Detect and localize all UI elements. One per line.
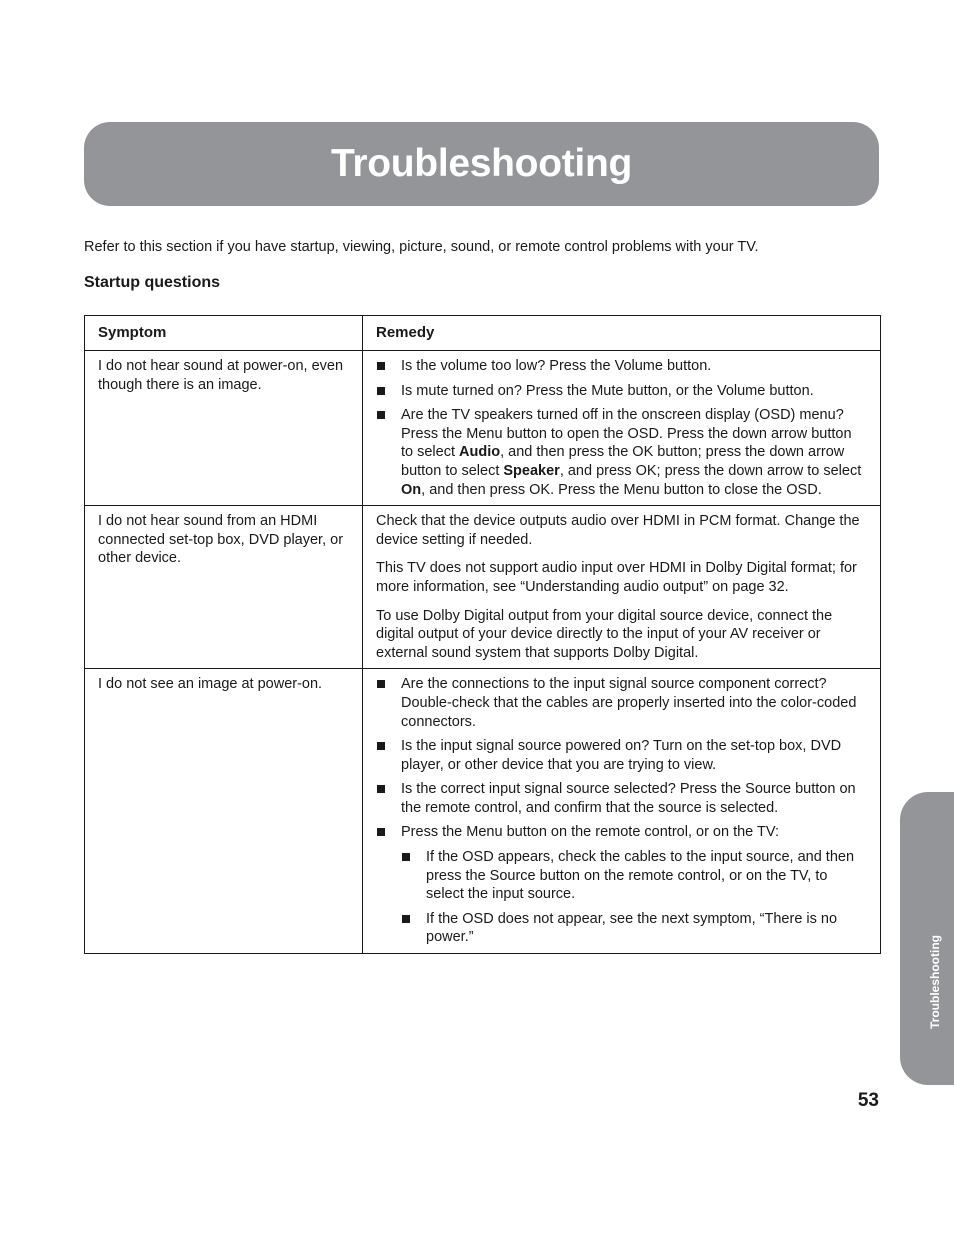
remedy-paragraph: Check that the device outputs audio over HDMI in PCM format. Change the device setting if needed. xyxy=(376,513,860,548)
list-item: Is mute turned on? Press the Mute button, or the Volume button. xyxy=(376,382,867,401)
chapter-side-tab-label: Troubleshooting xyxy=(928,935,942,1029)
remedy-text: , and press OK; press the down arrow to select xyxy=(559,462,862,479)
list-item: Is the input signal source powered on? Turn on the set-top box, DVD player, or other device that you are trying to view. xyxy=(376,737,867,774)
symptom-cell xyxy=(85,506,363,669)
table-row xyxy=(85,669,881,954)
symptom-text: I do not hear sound at power-on, even though there is an image. xyxy=(98,358,344,393)
symptom-header: Symptom xyxy=(85,316,363,351)
remedy-text: , and then press OK. Press the Menu button to close the OSD. xyxy=(421,481,822,498)
symptom-text: I do not see an image at power-on. xyxy=(98,676,323,693)
sub-list-item: If the OSD does not appear, see the next symptom, “There is no power.” xyxy=(401,910,867,947)
list-item: Is the correct input signal source selected? Press the Source button on the remote control, and confirm that the source is selected. xyxy=(376,780,867,817)
list-item: Is the volume too low? Press the Volume button. xyxy=(376,357,867,376)
list-item: Are the connections to the input signal source component correct? Double-check that the cables are properly inserted into the color-coded connectors. xyxy=(376,675,867,731)
remedy-paragraph: This TV does not support audio input over HDMI in Dolby Digital format; for more information, see “Understanding audio output” on page 32. xyxy=(376,560,857,595)
table-header-row xyxy=(85,316,881,351)
remedy-text: Press the Menu button on the remote control, or on the TV: xyxy=(401,824,780,841)
remedy-list xyxy=(376,675,867,947)
menu-option-speaker: Speaker xyxy=(503,462,560,479)
sub-list xyxy=(401,848,867,947)
remedy-cell xyxy=(363,506,881,669)
remedy-text: , and then press the OK button; press the down arrow button to select xyxy=(401,444,845,479)
remedy-cell xyxy=(363,351,881,506)
remedy-header: Remedy xyxy=(363,316,881,351)
remedy-text: Are the TV speakers turned off in the onscreen display (OSD) menu? Press the Menu button to open the OSD. Press the down arrow button to select xyxy=(401,407,852,461)
symptom-cell xyxy=(85,351,363,506)
symptom-text: I do not hear sound from an HDMI connected set-top box, DVD player, or other device. xyxy=(98,513,344,567)
remedy-paragraph: To use Dolby Digital output from your digital source device, connect the digital output of your device directly to the input of your AV receiver or external sound system that supports Dolby Digital. xyxy=(376,607,833,661)
table-row xyxy=(85,351,881,506)
list-item xyxy=(376,823,867,947)
symptom-cell xyxy=(85,669,363,954)
title-banner xyxy=(84,122,879,206)
table-row xyxy=(85,506,881,669)
remedy-list xyxy=(376,357,867,499)
intro-paragraph: Refer to this section if you have startup, viewing, picture, sound, or remote control problems with your TV. xyxy=(84,239,759,255)
list-item xyxy=(376,406,867,499)
remedy-cell xyxy=(363,669,881,954)
menu-option-audio: Audio xyxy=(459,444,501,461)
sub-list-item: If the OSD appears, check the cables to the input source, and then press the Source button on the remote control, or on the TV, to select the input source. xyxy=(401,848,867,904)
page-number: 53 xyxy=(857,1090,879,1111)
menu-option-on: On xyxy=(401,481,422,498)
section-heading: Startup questions xyxy=(84,274,221,291)
troubleshooting-table xyxy=(84,315,881,954)
chapter-side-tab xyxy=(900,792,954,1085)
page-title: Troubleshooting xyxy=(331,142,632,185)
